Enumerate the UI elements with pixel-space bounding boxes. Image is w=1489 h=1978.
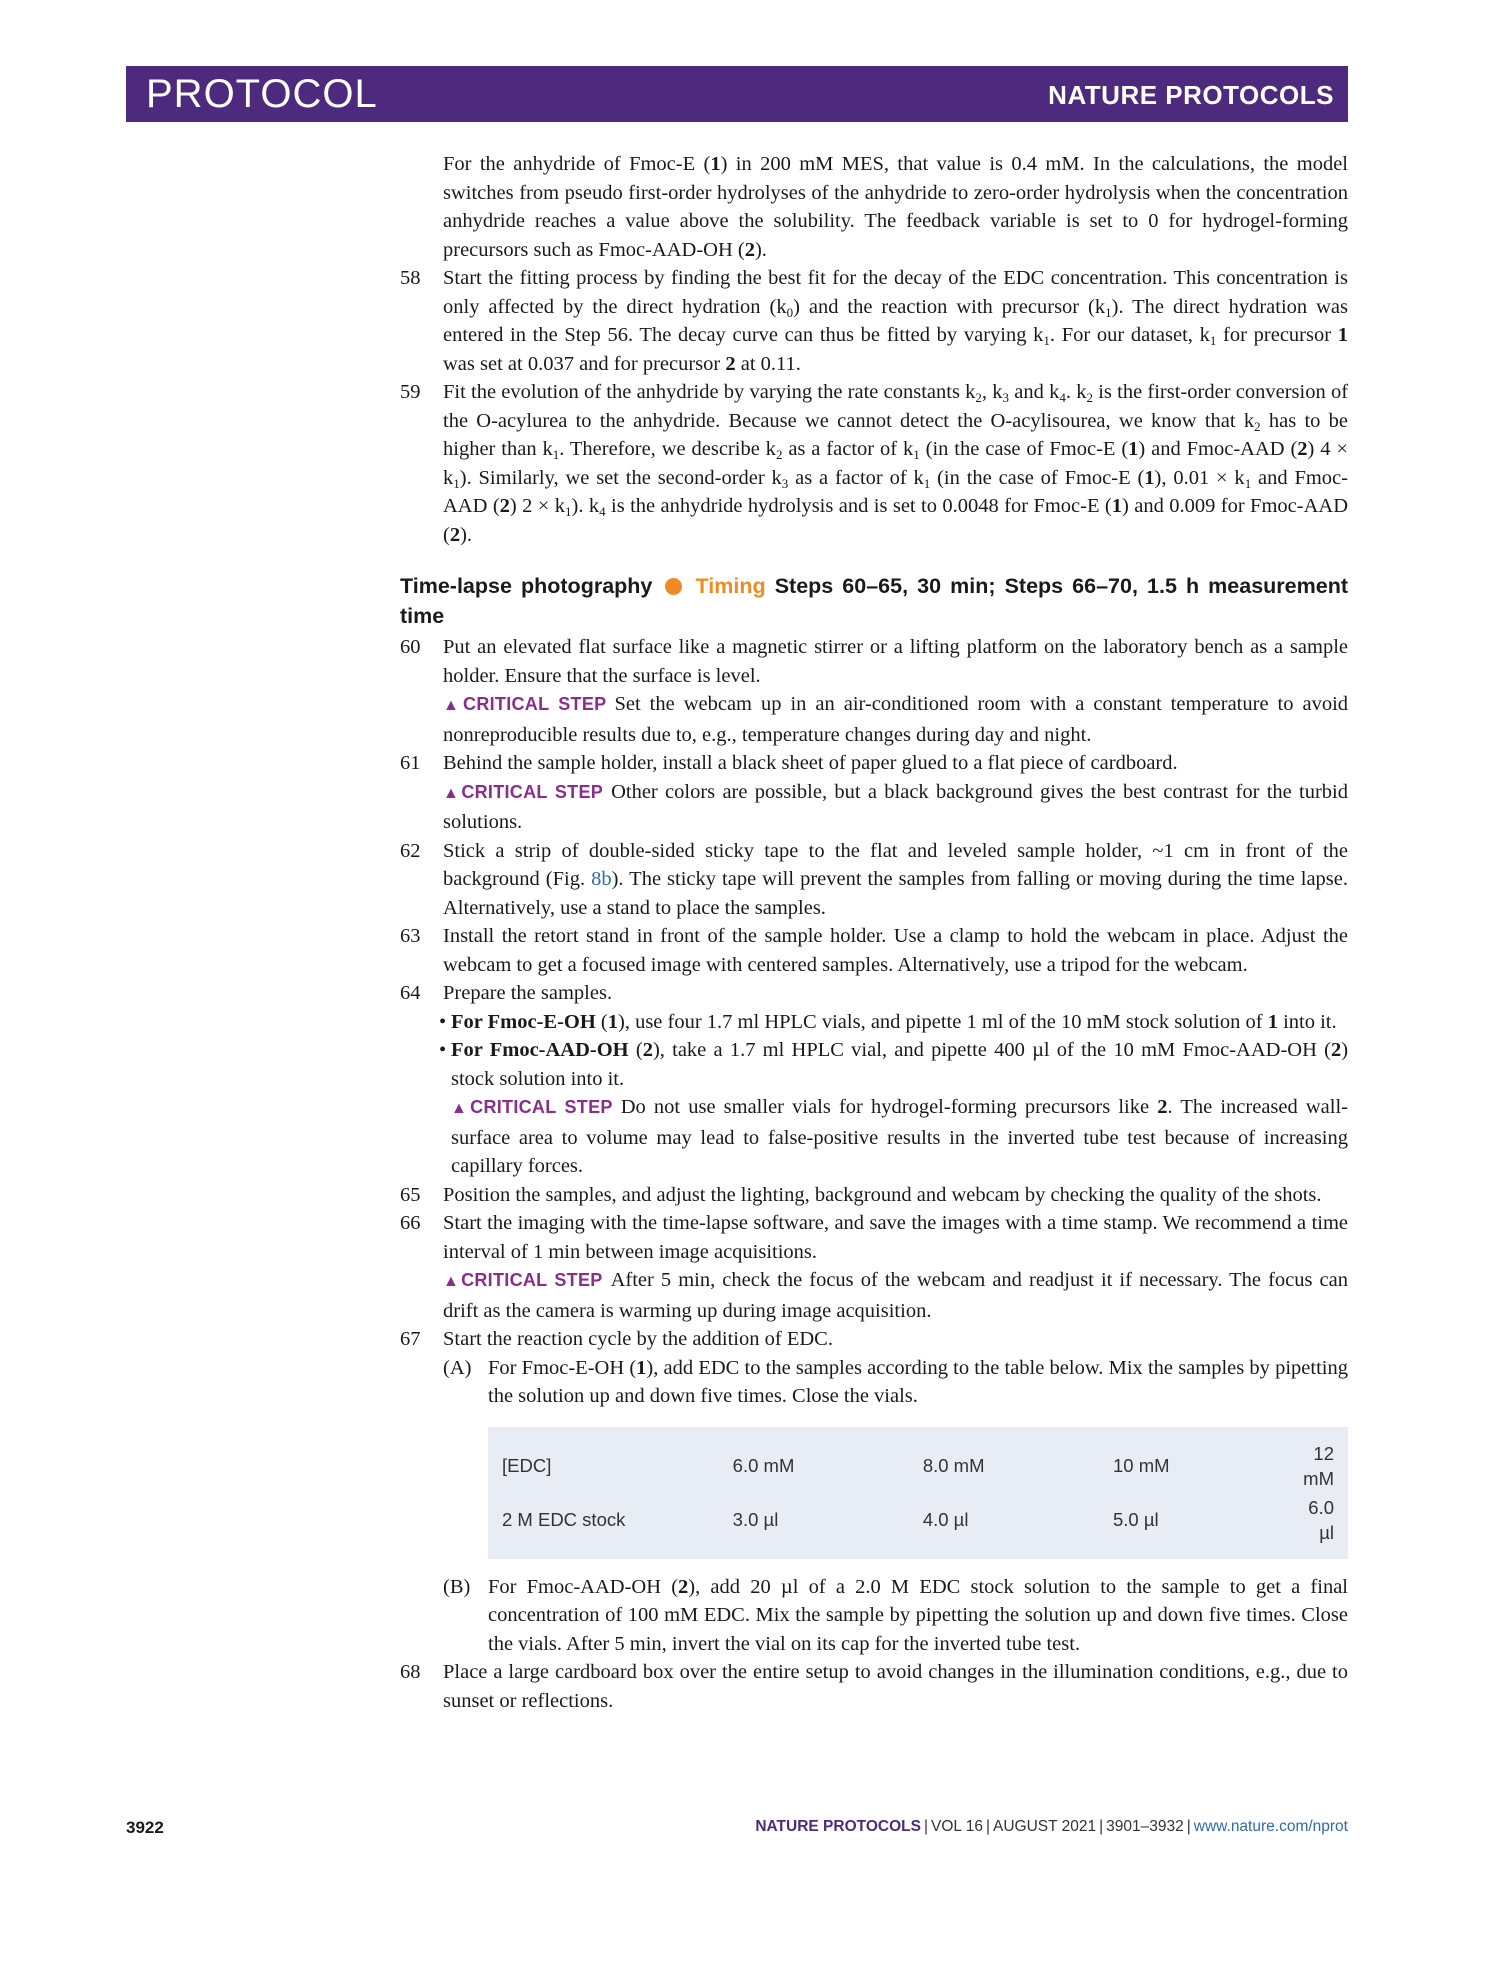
step-number: 60: [400, 636, 421, 658]
table-cell: 6.0 mM: [732, 1455, 795, 1476]
critical-step-note: ▲CRITICAL STEP Other colors are possible, but a black background gives the best contrast for the turbid solutions.: [443, 780, 1349, 833]
table-row: [488, 1493, 1348, 1547]
critical-step-note: ▲CRITICAL STEP After 5 min, check the focus of the webcam and readjust it if necessary. The focus can drift as the camera is warming up during image acquisition.: [443, 1269, 1348, 1322]
footer-citation: NATURE PROTOCOLS | VOL 16 | AUGUST 2021 | 3901–3932 | www.nature.com/nprot: [755, 1818, 1348, 1835]
step-number: 68: [400, 1661, 421, 1683]
timing-label: Timing: [695, 574, 766, 598]
footer-volume: VOL 16: [930, 1818, 983, 1835]
step-number: 65: [400, 1183, 421, 1206]
sub-step-label: (A): [443, 1356, 472, 1379]
step-66: 66 Start the imaging with the time-lapse software, and save the images with a time stamp. We recommend a time interval of 1 min between image acquisitions. ▲CRITICAL STEP After 5 min, check the focus of the webcam and readjust it if necessary. The focus can drift as the camera is warming up during image acquisition.: [400, 1209, 1348, 1325]
table-cell: 4.0 µl: [922, 1509, 969, 1530]
edc-table: [488, 1427, 1348, 1559]
step-68: 68 Place a large cardboard box over the entire setup to avoid changes in the illumination conditions, e.g., due to sunset or reflections.: [400, 1658, 1348, 1715]
table-cell: 10 mM: [1112, 1455, 1170, 1476]
figure-link[interactable]: 8b: [591, 868, 612, 890]
section-title: Time-lapse photography: [400, 574, 653, 598]
sub-step-b: (B) For Fmoc-AAD-OH (2), add 20 µl of a 2.0 M EDC stock solution to the sample to get a final concentration of 100 mM EDC. Mix the sample by pipetting the solution up and down five times. Close the vials. After 5 min, invert the vial on its cap for the inverted tube test.: [443, 1573, 1348, 1659]
step-number: 64: [400, 982, 421, 1004]
intro-paragraph: For the anhydride of Fmoc-E (1) in 200 mM MES, that value is 0.4 mM. In the calculations, the model switches from pseudo first-order hydrolyses of the anhydride to zero-order hydrolysis when the concentration anhydride reaches a value above the solubility. The feedback variable is set to 0 for hydrogel-forming precursors such as Fmoc-AAD-OH (2).: [443, 153, 1348, 261]
critical-step-note: ▲CRITICAL STEP Do not use smaller vials for hydrogel-forming precursors like 2. The increased wall-surface area to volume may lead to false-positive results in the inverted tube test because of increasing capillary forces.: [451, 1096, 1348, 1177]
sub-step-a: (A) For Fmoc-E-OH (1), add EDC to the samples according to the table below. Mix the samples by pipetting the solution up and down five times. Close the vials.: [443, 1354, 1348, 1411]
list-item: • For Fmoc-E-OH (1), use four 1.7 ml HPLC vials, and pipette 1 ml of the 10 mM stock solution of 1 into it.: [441, 1008, 1348, 1037]
step-number: 66: [400, 1212, 421, 1234]
list-item: • For Fmoc-AAD-OH (2), take a 1.7 ml HPLC vial, and pipette 400 µl of the 10 mM Fmoc-AAD-OH (2) stock solution into it.: [441, 1036, 1348, 1093]
step-64: 64 Prepare the samples. • For Fmoc-E-OH (1), use four 1.7 ml HPLC vials, and pipette 1 ml of the 10 mM stock solution of 1 into it. • For Fmoc-AAD-OH (2), take a 1.7 ml HPLC vial, and pipette 400 µl of the 10 mM Fmoc-AAD-OH (2) stock solution into it. ▲CRITICAL STEP Do not use smaller vials for hydrogel-forming precursors like 2. The increased wall-surface area to volume may lead to false-positive results in the inverted tube test because of increasing capillary forces.: [400, 979, 1348, 1181]
step-number: 58: [400, 267, 421, 289]
table-row: [488, 1439, 1348, 1493]
triangle-icon: ▲: [451, 1100, 471, 1117]
bullet-icon: •: [439, 1039, 447, 1061]
step-62: 62 Stick a strip of double-sided sticky tape to the flat and leveled sample holder, ~1 cm in front of the background (Fig. 8b). The sticky tape will prevent the samples from falling or moving during the time lapse. Alternatively, use a stand to place the samples.: [400, 837, 1348, 923]
triangle-icon: ▲: [443, 1273, 462, 1290]
step-58: 58 Start the fitting process by finding the best fit for the decay of the EDC concentration. This concentration is only affected by the direct hydration $(k_0)$ and the reaction with precursor $(k_1)$. The direct hydration was entered in the Step 56. The decay curve can thus be fitted by varying $k_1$. For our dataset, $k_1$ for precursor 1 was set at 0.037 and for precursor 2 at 0.11.: [400, 264, 1348, 378]
step-63: 63 Install the retort stand in front of the sample holder. Use a clamp to hold the webcam in place. Adjust the webcam to get a focused image with centered samples. Alternatively, use a tripod for the webcam.: [400, 922, 1348, 979]
table-cell: [EDC]: [502, 1455, 552, 1476]
footer-url-link[interactable]: www.nature.com/nprot: [1193, 1818, 1348, 1835]
step-number: 62: [400, 839, 421, 862]
footer-pages: 3901–3932: [1106, 1818, 1184, 1835]
step-60: 60 Put an elevated flat surface like a magnetic stirrer or a lifting platform on the laboratory bench as a sample holder. Ensure that the surface is level. ▲CRITICAL STEP Set the webcam up in an air-conditioned room with a constant temperature to avoid nonreproducible results due to, e.g., temperature changes during day and night.: [400, 633, 1348, 749]
header-journal-label: NATURE PROTOCOLS: [1048, 80, 1334, 110]
section-heading: [400, 571, 1348, 631]
footer-journal: NATURE PROTOCOLS: [755, 1818, 921, 1835]
page-number: 3922: [126, 1818, 164, 1837]
step-59: 59 Fit the evolution of the anhydride by varying the rate constants $k_2$, $k_3$ and $k_4$. $k_2$ is the first-order conversion of the O-acylurea to the anhydride. Because we cannot detect the O-acylisourea, we know that $k_2$ has to be higher than $k_1$. Therefore, we describe $k_2$ as a factor of $k_1$ (in the case of Fmoc-E (1) and Fmoc-AAD (2) $4 \times k_1$). Similarly, we set the second-order $k_3$ as a factor of $k_1$ (in the case of Fmoc-E (1), $0.01 \times k_1$ and Fmoc-AAD (2) $2 \times k_1$). $k_4$ is the anhydride hydrolysis and is set to 0.0048 for Fmoc-E (1) and 0.009 for Fmoc-AAD (2).: [400, 378, 1348, 549]
timing-text: Steps 60–65, 30 min; Steps 66–70, 1.5 h measurement time: [400, 574, 1348, 628]
step-number: 67: [400, 1328, 421, 1350]
table-cell: 6.0 µl: [1308, 1496, 1334, 1543]
critical-step-note: ▲CRITICAL STEP Set the webcam up in an air-conditioned room with a constant temperature to avoid nonreproducible results due to, e.g., temperature changes during day and night.: [443, 693, 1349, 746]
step-65: 65 Position the samples, and adjust the lighting, background and webcam by checking the quality of the shots.: [400, 1181, 1348, 1210]
table-cell: 3.0 µl: [732, 1509, 779, 1530]
table-cell: 12 mM: [1303, 1442, 1334, 1489]
step-number: 63: [400, 925, 421, 947]
step-number: 61: [400, 752, 421, 774]
page-header: [126, 66, 1348, 122]
triangle-icon: ▲: [443, 697, 464, 714]
header-section-label: PROTOCOL: [146, 72, 378, 116]
step-61: 61 Behind the sample holder, install a black sheet of paper glued to a flat piece of cardboard. ▲CRITICAL STEP Other colors are possible, but a black background gives the best contrast for the turbid solutions.: [400, 749, 1348, 837]
step-67: 67 Start the reaction cycle by the addition of EDC. (A) For Fmoc-E-OH (1), add EDC to the samples according to the table below. Mix the samples by pipetting the solution up and down five times. Close the vials. [EDC] 6.0 mM 8.0 mM 10 mM 12 mM 2 M EDC stock 3.0 µl 4.0 µl 5.0 µl 6.0 µl (B) For Fmoc-AAD-OH (2), add 20 µl of a 2.0 M EDC stock solution to the sample to get a final concentration of 100 mM EDC. Mix the sample by pipetting the solution up and down five times. Close the vials. After 5 min, invert the vial on its cap for the inverted tube test.: [400, 1325, 1348, 1658]
main-content: [400, 150, 1348, 1715]
sub-step-label: (B): [443, 1575, 471, 1598]
table-cell: 2 M EDC stock: [502, 1509, 626, 1530]
table-cell: 5.0 µl: [1112, 1509, 1159, 1530]
footer-date: AUGUST 2021: [993, 1818, 1097, 1835]
table-cell: 8.0 mM: [922, 1455, 985, 1476]
triangle-icon: ▲: [443, 784, 462, 802]
bullet-icon: •: [439, 1010, 447, 1033]
step-number: 59: [400, 381, 421, 403]
timing-dot-icon: [665, 578, 682, 595]
